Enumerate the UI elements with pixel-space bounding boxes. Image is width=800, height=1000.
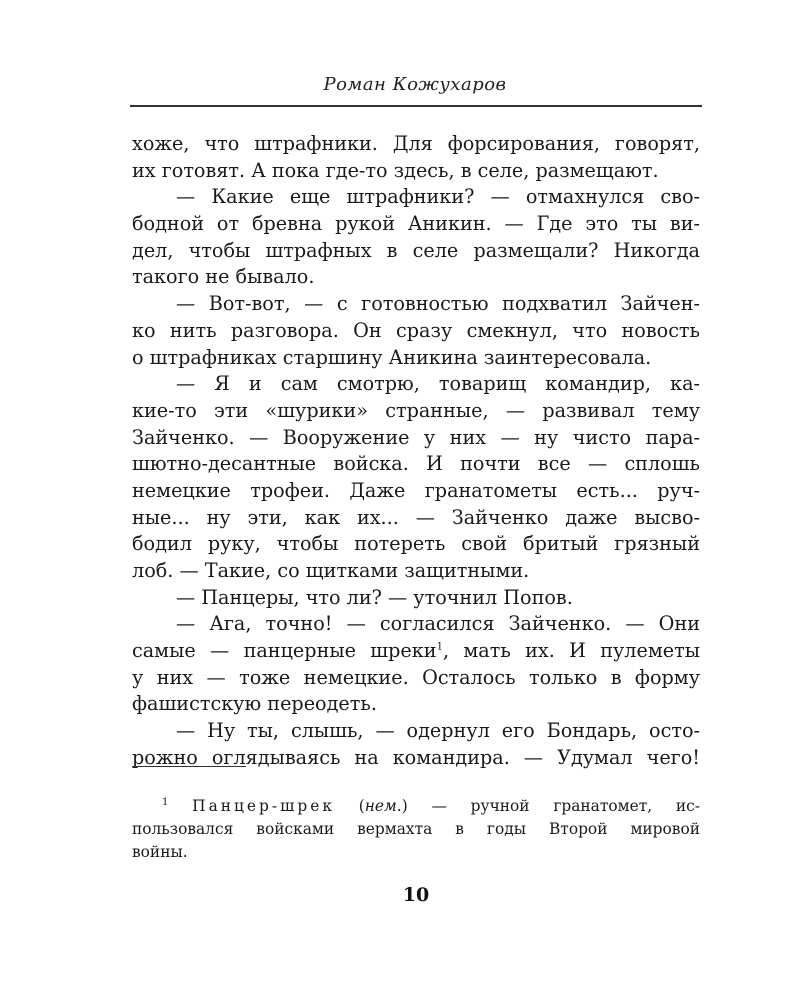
- text-line: лоб. — Такие, со щитками защитными.: [132, 559, 530, 582]
- footnote-line: войны.: [132, 843, 188, 861]
- body-text: [132, 131, 700, 772]
- text-line: бодной от бревна рукой Аникин. — Где это ты ви-: [132, 212, 700, 236]
- footnote-separator: [132, 766, 246, 767]
- text-line: бодил руку, чтобы потереть свой бритый грязный: [132, 532, 700, 556]
- text-line: дел, чтобы штрафных в селе размещали? Никогда: [132, 238, 700, 262]
- text-line: такого не бывало.: [132, 265, 315, 289]
- footnote-line: [132, 795, 700, 818]
- text-line: у них — тоже немецкие. Осталось только в форму: [132, 665, 700, 689]
- text-line: немецкие трофеи. Даже гранатометы есть... руч-: [132, 478, 700, 502]
- text-line: их готовят. А пока где-то здесь, в селе, размещают.: [132, 158, 659, 182]
- text-line: — Какие еще штрафники? — отмахнулся сво-: [176, 185, 700, 209]
- running-head-author-title: Роман Кожухаров: [323, 74, 507, 95]
- footnote-text: (: [334, 797, 365, 815]
- text-line: хоже, что штрафники. Для форсирования, говорят,: [132, 132, 700, 155]
- footnote-term: Панцер-шрек: [192, 797, 335, 815]
- header-rule: [130, 105, 702, 107]
- text-line: о штрафниках старшину Аникина заинтересовала.: [132, 345, 652, 369]
- text-line: рожно оглядываясь на командира. — Удумал чего!: [132, 745, 700, 769]
- text-fragment: , мать их. И пулеметы: [442, 639, 700, 663]
- text-line: Зайченко. — Вооружение у них — ну чисто пара-: [132, 425, 700, 449]
- footnote-language: нем.: [364, 797, 402, 815]
- text-line: — Панцеры, что ли? — уточнил Попов.: [176, 585, 573, 609]
- footnote-line: пользовался войсками вермахта в годы Второй мировой: [132, 820, 700, 838]
- text-line: шютно-десантные войска. И почти все — сплошь: [132, 452, 700, 476]
- text-fragment: самые — панцерные шреки: [132, 639, 437, 663]
- text-line-with-footnote: [132, 638, 700, 665]
- footnote-text: ) — ручной гранатомет, ис-: [401, 797, 700, 815]
- text-line: ко нить разговора. Он сразу смекнул, что новость: [132, 318, 700, 342]
- text-line: — Ага, точно! — согласился Зайченко. — Они: [176, 612, 700, 636]
- text-line: фашистскую переодеть.: [132, 692, 377, 716]
- text-line: кие-то эти «шурики» странные, — развивал тему: [132, 398, 700, 422]
- text-line: — Я и сам смотрю, товарищ командир, ка-: [176, 372, 700, 396]
- text-line: ные... ну эти, как их... — Зайченко даже высво-: [132, 505, 700, 529]
- text-line: — Ну ты, слышь, — одернул его Бондарь, осто-: [176, 719, 700, 743]
- text-line: — Вот-вот, — с готовностью подхватил Зайчен-: [176, 292, 700, 316]
- footnote-reference: 1: [436, 641, 443, 653]
- page-number: 10: [402, 884, 430, 906]
- footnote: [132, 795, 700, 864]
- footnote-marker: 1: [162, 796, 169, 808]
